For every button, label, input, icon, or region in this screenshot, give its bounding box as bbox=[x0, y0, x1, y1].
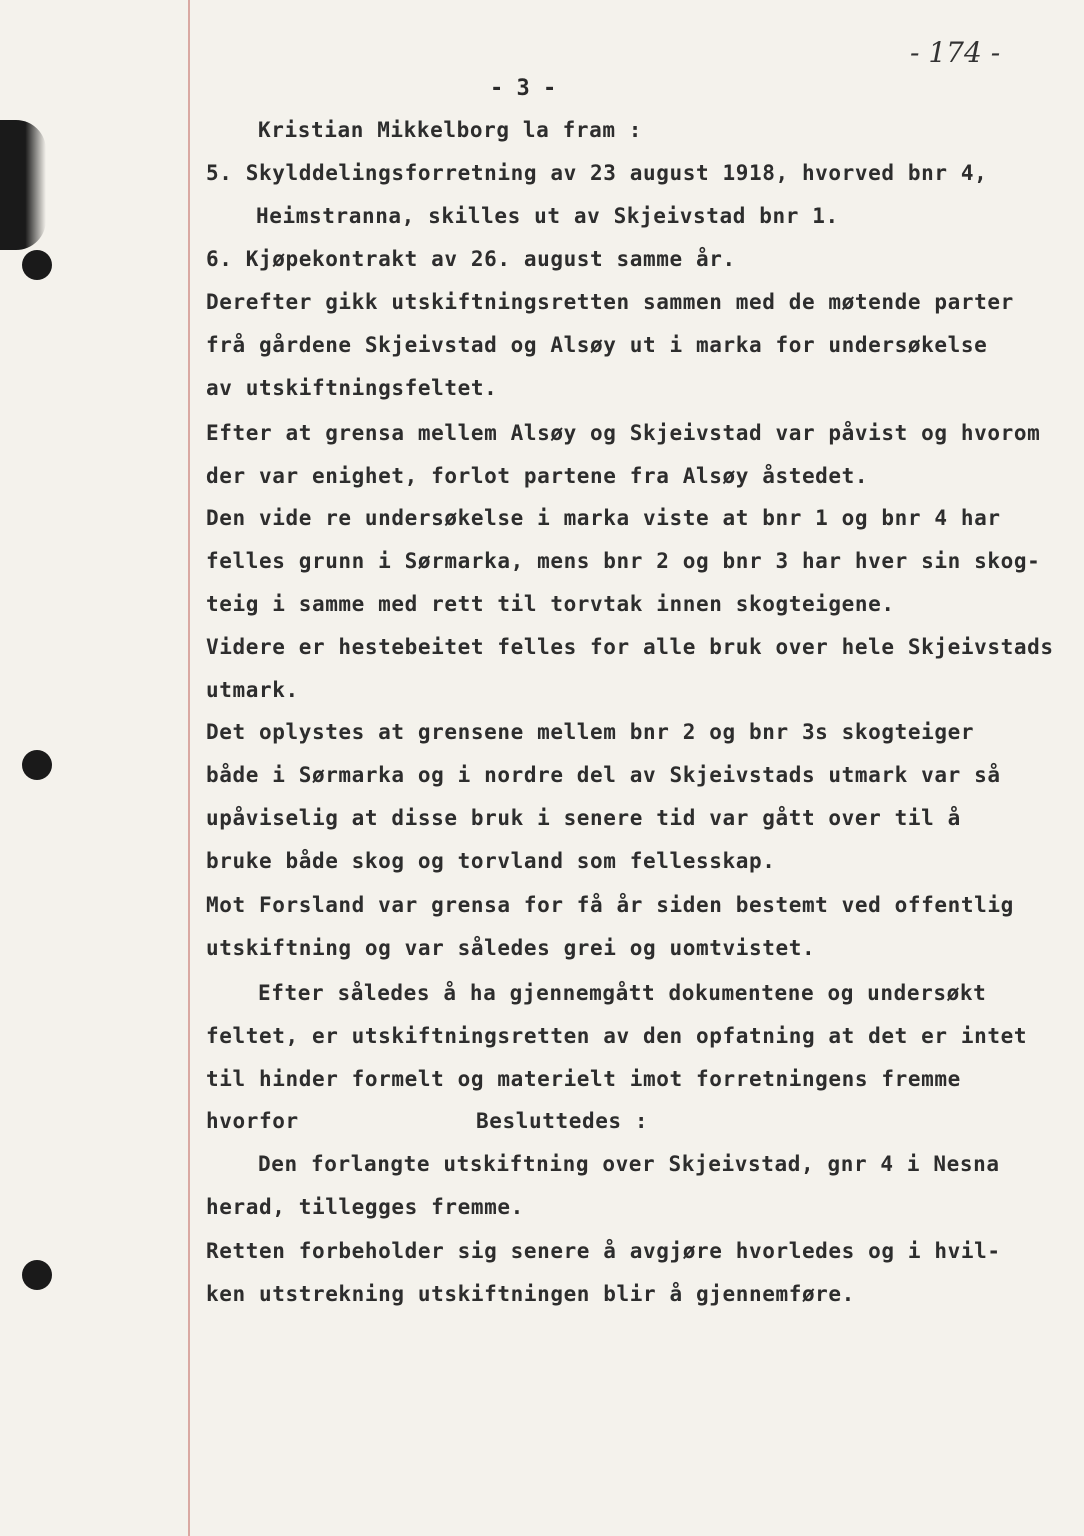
text-line: Efter at grensa mellem Alsøy og Skjeivstad var påvist og hvorom bbox=[206, 421, 1041, 445]
binding-hole bbox=[22, 750, 52, 780]
text-line: ken utstrekning utskiftningen blir å gjennemføre. bbox=[206, 1282, 855, 1306]
text-line: Kristian Mikkelborg la fram : bbox=[258, 118, 643, 142]
folio-number: - 174 - bbox=[910, 36, 1001, 69]
text-line: av utskiftningsfeltet. bbox=[206, 376, 498, 400]
text-line: Derefter gikk utskiftningsretten sammen med de møtende parter bbox=[206, 290, 1014, 314]
text-line: Videre er hestebeitet felles for alle bruk over hele Skjeivstads bbox=[206, 635, 1054, 659]
text-line: utmark. bbox=[206, 678, 299, 702]
text-line: Efter således å ha gjennemgått dokumentene og undersøkt bbox=[258, 981, 987, 1005]
binding-hole-shadow bbox=[0, 120, 46, 250]
text-line: til hinder formelt og materielt imot forretningens fremme bbox=[206, 1067, 961, 1091]
text-line: Den forlangte utskiftning over Skjeivstad, gnr 4 i Nesna bbox=[258, 1152, 1000, 1176]
text-line: bruke både skog og torvland som fellesskap. bbox=[206, 849, 776, 873]
binding-hole bbox=[22, 250, 52, 280]
text-line: teig i samme med rett til torvtak innen skogteigene. bbox=[206, 592, 895, 616]
text-line: Den vide re undersøkelse i marka viste at bnr 1 og bnr 4 har bbox=[206, 506, 1001, 530]
text-line: frå gårdene Skjeivstad og Alsøy ut i marka for undersøkelse bbox=[206, 333, 988, 357]
margin-line bbox=[188, 0, 190, 1536]
text-line: herad, tillegges fremme. bbox=[206, 1195, 524, 1219]
text-line: upåviselig at disse bruk i senere tid var gått over til å bbox=[206, 806, 961, 830]
text-line: utskiftning og var således grei og uomtvistet. bbox=[206, 936, 816, 960]
text-line: Heimstranna, skilles ut av Skjeivstad bnr 1. bbox=[256, 204, 839, 228]
text-line: der var enighet, forlot partene fra Alsøy åstedet. bbox=[206, 464, 869, 488]
text-line: 5. Skylddelingsforretning av 23 august 1918, hvorved bnr 4, bbox=[206, 161, 988, 185]
text-line: Det oplystes at grensene mellem bnr 2 og bnr 3s skogteiger bbox=[206, 720, 975, 744]
text-line: hvorfor bbox=[206, 1109, 299, 1133]
text-line: Mot Forsland var grensa for få år siden bestemt ved offentlig bbox=[206, 893, 1014, 917]
heading-besluttedes: Besluttedes : bbox=[476, 1109, 649, 1133]
text-line: 6. Kjøpekontrakt av 26. august samme år. bbox=[206, 247, 736, 271]
text-line: felles grunn i Sørmarka, mens bnr 2 og bnr 3 har hver sin skog- bbox=[206, 549, 1041, 573]
text-line: feltet, er utskiftningsretten av den opfatning at det er intet bbox=[206, 1024, 1028, 1048]
text-line: både i Sørmarka og i nordre del av Skjeivstads utmark var så bbox=[206, 763, 1001, 787]
binding-hole bbox=[22, 1260, 52, 1290]
text-line: Retten forbeholder sig senere å avgjøre hvorledes og i hvil- bbox=[206, 1239, 1001, 1263]
page-number: - 3 - bbox=[490, 76, 557, 101]
